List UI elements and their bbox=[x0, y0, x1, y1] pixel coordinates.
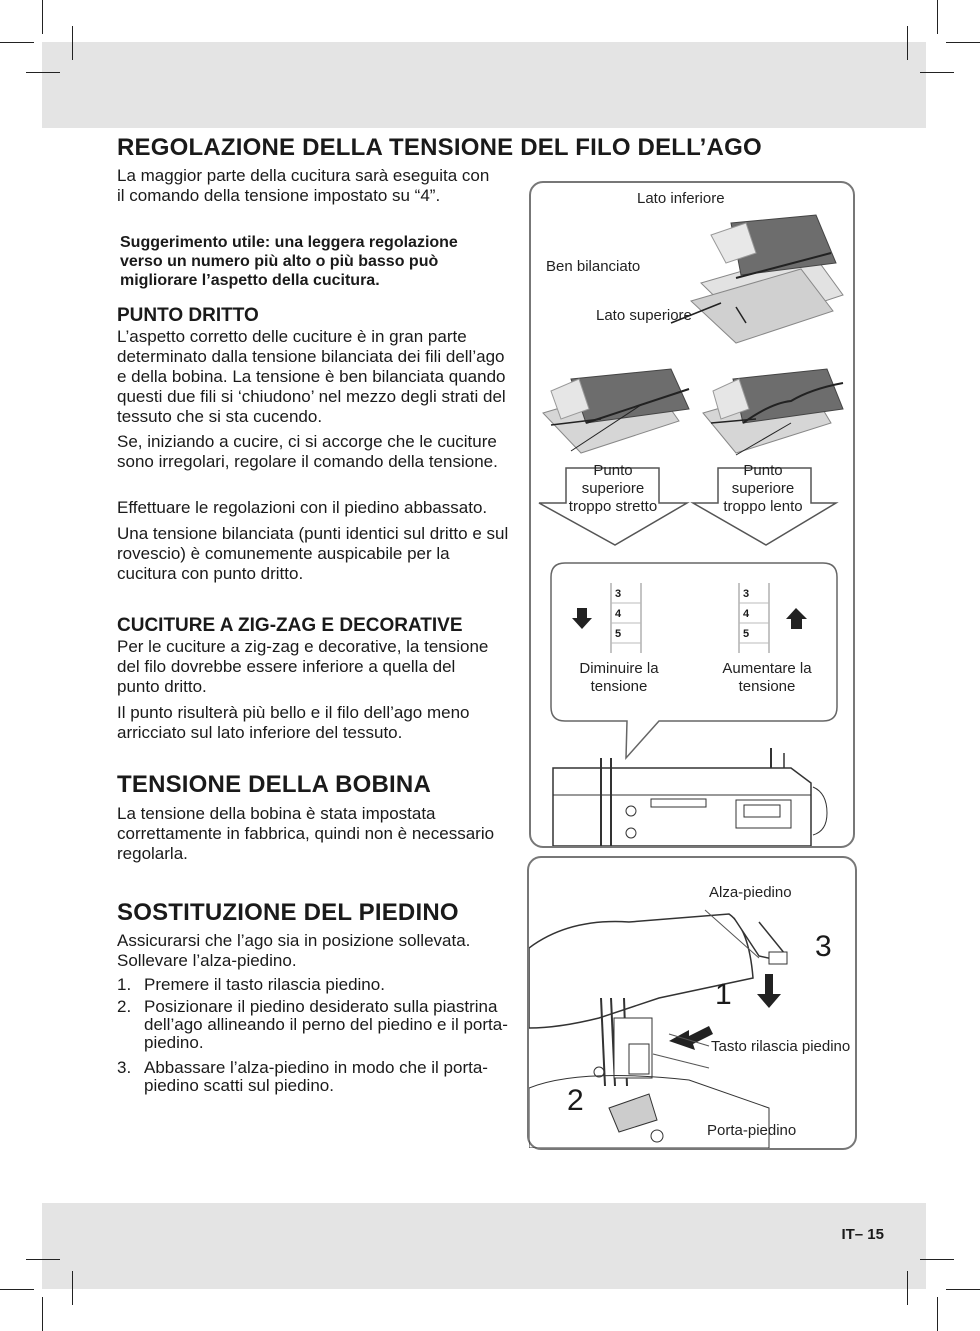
step-marker-1: 1 bbox=[715, 978, 732, 1011]
step-number: 1. bbox=[117, 975, 132, 994]
label-decrease: Diminuire la tensione bbox=[579, 660, 659, 695]
straight-paragraph-2: Se, iniziando a cucire, ci si accorge che le cuciture sono irregolari, regolare il comando della tensione. bbox=[117, 432, 498, 471]
zigzag-paragraph-1: Per le cuciture a zig-zag e decorative, la tensione del filo dovrebbe essere inferiore a quella del punto dritto. bbox=[117, 637, 489, 696]
label-tasto-rilascia: Tasto rilascia piedino bbox=[711, 1038, 851, 1055]
step-text: Posizionare il piedino desiderato sulla piastrina dell’ago allineando il perno del piedino e il porta-piedino. bbox=[144, 997, 508, 1052]
zigzag-heading: CUCITURE A ZIG-ZAG E DECORATIVE bbox=[117, 615, 463, 636]
straight-paragraph-3: Effettuare le regolazioni con il piedino abbassato. bbox=[117, 498, 488, 517]
tight-stitch-illustration bbox=[539, 369, 689, 545]
tension-diagram bbox=[529, 181, 855, 848]
sewing-machine-illustration bbox=[553, 748, 827, 846]
step-number: 2. bbox=[117, 997, 132, 1016]
dial-numbers-right: 3 4 5 bbox=[743, 588, 750, 640]
bobbin-text: La tensione della bobina è stata impostata correttamente in fabbrica, quindi non è necessario regolarla. bbox=[117, 804, 495, 863]
foot-intro: Assicurarsi che l’ago sia in posizione sollevata. Sollevare l’alza-piedino. bbox=[117, 931, 471, 970]
label-ben-bilanciato: Ben bilanciato bbox=[546, 258, 641, 275]
step-text: Abbassare l’alza-piedino in modo che il porta-piedino scatti sul piedino. bbox=[144, 1058, 488, 1095]
step-number: 3. bbox=[117, 1058, 132, 1077]
arrow-down-icon bbox=[757, 974, 781, 1008]
loose-stitch-illustration bbox=[693, 369, 843, 545]
step-text: Premere il tasto rilascia piedino. bbox=[144, 975, 385, 994]
label-lato-inferiore: Lato inferiore bbox=[637, 190, 725, 207]
label-porta-piedino: Porta-piedino bbox=[707, 1122, 797, 1139]
label-lato-superiore: Lato superiore bbox=[596, 307, 692, 324]
step-marker-3: 3 bbox=[815, 930, 832, 963]
main-heading: REGOLAZIONE DELLA TENSIONE DEL FILO DELL’AGO bbox=[117, 134, 762, 161]
header-band bbox=[42, 42, 926, 128]
step-1 bbox=[117, 976, 509, 994]
step-2 bbox=[117, 998, 509, 1052]
page-number: IT– 15 bbox=[841, 1226, 884, 1243]
straight-stitch-heading: PUNTO DRITTO bbox=[117, 305, 259, 326]
label-loose: Punto superiore troppo lento bbox=[723, 462, 803, 515]
intro-text: La maggior parte della cucitura sarà eseguita con il comando della tensione impostato su “4”. bbox=[117, 166, 490, 205]
dial-numbers-left: 3 4 5 bbox=[615, 588, 622, 640]
straight-paragraph-4: Una tensione bilanciata (punti identici sul dritto e sul rovescio) è comunemente auspicabile per la cucitura con punto dritto. bbox=[117, 524, 509, 583]
step-marker-2: 2 bbox=[567, 1084, 584, 1117]
foot-heading: SOSTITUZIONE DEL PIEDINO bbox=[117, 899, 459, 926]
arrow-left-icon bbox=[669, 1026, 713, 1050]
footer-band bbox=[42, 1203, 926, 1289]
tip-text: Suggerimento utile: una leggera regolazione verso un numero più alto o più basso può migliorare l’aspetto della cucitura. bbox=[120, 234, 458, 289]
bobbin-heading: TENSIONE DELLA BOBINA bbox=[117, 771, 431, 798]
zigzag-paragraph-2: Il punto risulterà più bello e il filo dell’ago meno arricciato sul lato inferiore del tessuto. bbox=[117, 703, 470, 742]
label-alza-piedino: Alza-piedino bbox=[709, 884, 792, 901]
label-tight: Punto superiore troppo stretto bbox=[568, 462, 658, 515]
straight-paragraph-1: L’aspetto corretto delle cuciture è in gran parte determinato dalla tensione bilanciata dei fili dell’ago e della bobina. La tensione è ben bilanciata quando questi due fili si ‘chiudono’ nel mezzo degli strati del tessuto che si sta cucendo. bbox=[117, 327, 506, 426]
presser-foot-diagram bbox=[527, 856, 857, 1150]
label-increase: Aumentare la tensione bbox=[722, 660, 812, 695]
balanced-fabric-illustration bbox=[671, 215, 843, 343]
step-3 bbox=[117, 1059, 509, 1095]
